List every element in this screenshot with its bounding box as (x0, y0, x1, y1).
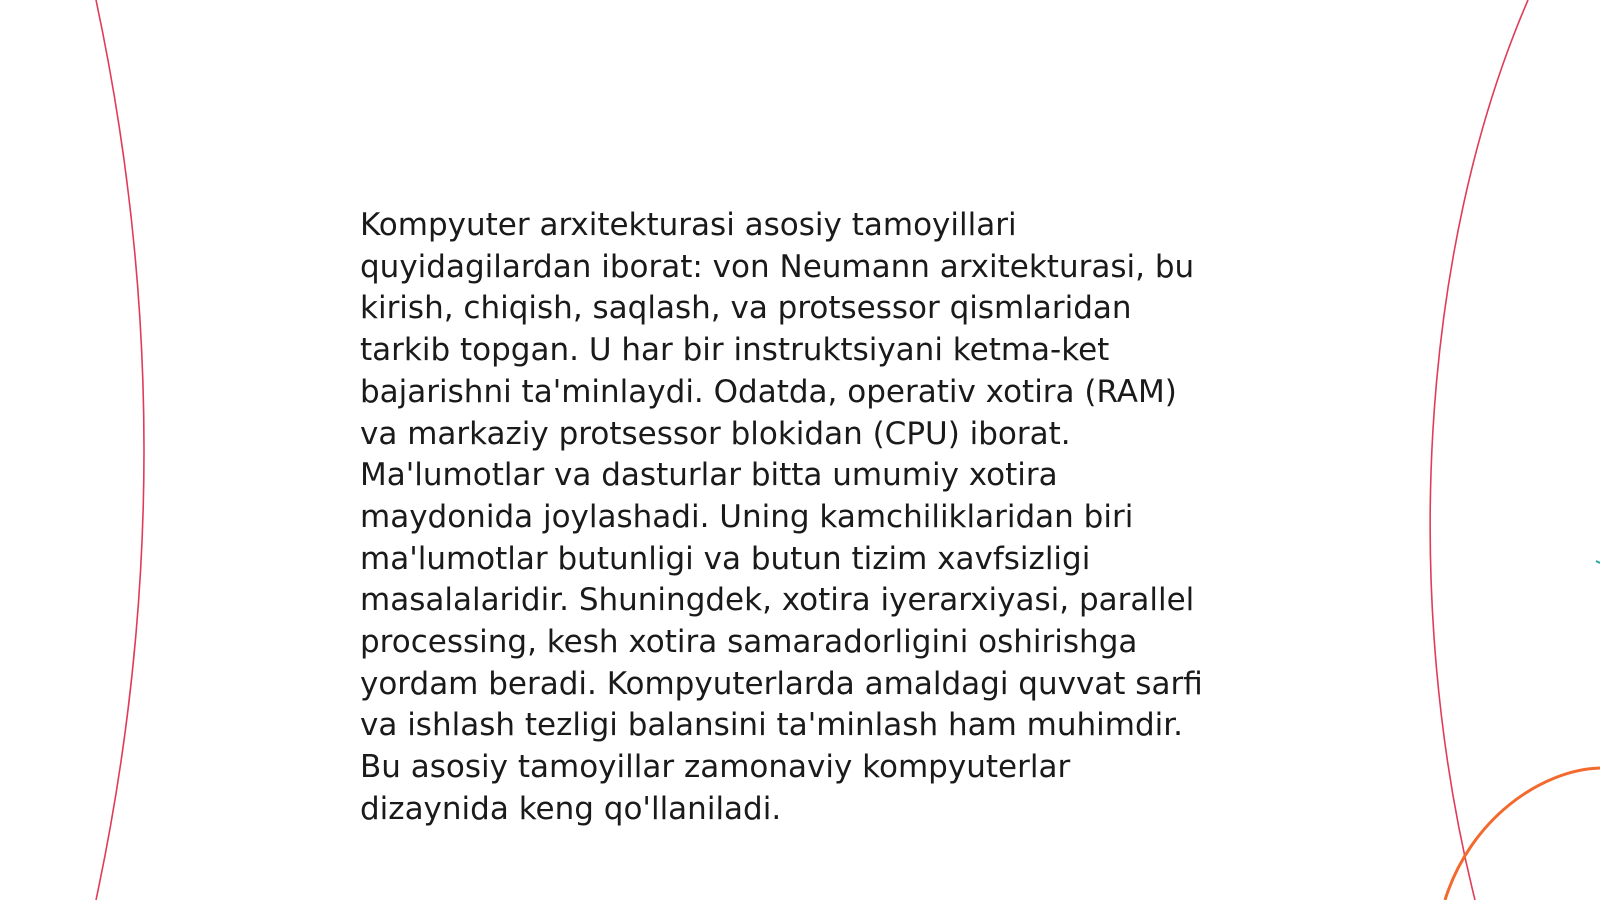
body-line: processing, kesh xotira samaradorligini oshirishga (360, 624, 1138, 661)
body-line: va markaziy protsessor blokidan (CPU) iborat. (360, 415, 1071, 452)
body-line: maydonida joylashadi. Uning kamchiliklaridan biri (360, 498, 1134, 535)
body-line: Bu asosiy tamoyillar zamonaviy kompyuterlar (360, 749, 1071, 786)
body-line: tarkib topgan. U har bir instruktsiyani ketma-ket (360, 332, 1110, 369)
body-text (360, 205, 1260, 831)
body-line: Kompyuter arxitekturasi asosiy tamoyillari (360, 207, 1017, 243)
right-curve-line (1430, 0, 1528, 900)
orange-arc (1445, 768, 1600, 900)
body-line: va ishlash tezligi balansini ta'minlash ham muhimdir. (360, 707, 1183, 744)
left-curve-line (96, 0, 144, 900)
body-line: quyidagilardan iborat: von Neumann arxitekturasi, bu (360, 248, 1195, 285)
body-line: dizaynida keng qo'llaniladi. (360, 790, 782, 827)
body-line: yordam beradi. Kompyuterlarda amaldagi quvvat sarfi (360, 665, 1203, 702)
teal-tick (1596, 561, 1600, 563)
body-line: bajarishni ta'minlaydi. Odatda, operativ xotira (RAM) (360, 373, 1177, 410)
body-line: ma'lumotlar butunligi va butun tizim xavfsizligi (360, 540, 1091, 577)
body-line: masalalaridir. Shuningdek, xotira iyerarxiyasi, parallel (360, 582, 1195, 619)
body-line: kirish, chiqish, saqlash, va protsessor qismlaridan (360, 290, 1132, 327)
body-line: Ma'lumotlar va dasturlar bitta umumiy xotira (360, 457, 1058, 494)
